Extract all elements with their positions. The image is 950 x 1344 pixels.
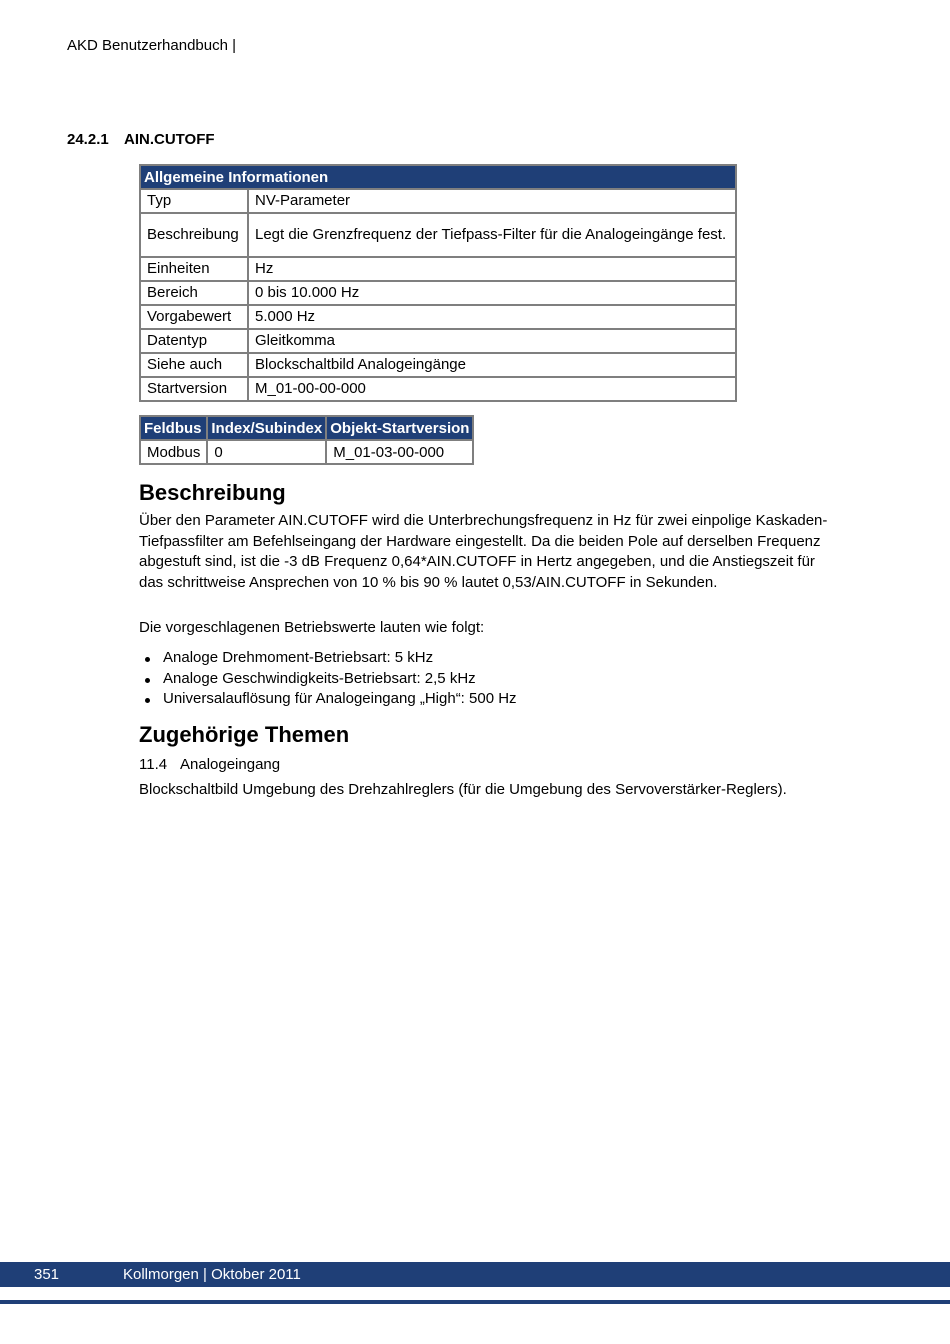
footer-company: Kollmorgen | Oktober 2011 (123, 1266, 301, 1283)
row-key: Datentyp (141, 330, 249, 354)
section-heading (67, 131, 215, 148)
general-info-table (139, 164, 737, 402)
table-row (141, 282, 735, 306)
table-row (141, 306, 735, 330)
general-info-header: Allgemeine Informationen (141, 166, 735, 190)
row-value: 5.000 Hz (249, 306, 735, 330)
table-row (141, 258, 735, 282)
related-topic-link[interactable] (139, 756, 280, 773)
row-value: Legt die Grenzfrequenz der Tiefpass-Filter für die Analogeingänge fest. (249, 214, 735, 258)
row-key: Siehe auch (141, 354, 249, 378)
table-row (141, 330, 735, 354)
document-header: AKD Benutzerhandbuch | (67, 37, 237, 54)
list-item: Universalauflösung für Analogeingang „High“: 500 Hz (139, 689, 517, 710)
fieldbus-header: Feldbus (141, 417, 208, 441)
description-heading: Beschreibung (139, 480, 286, 505)
footer-bar (0, 1262, 950, 1287)
row-key: Bereich (141, 282, 249, 306)
description-intro-text: Die vorgeschlagenen Betriebswerte lauten wie folgt: (139, 619, 485, 636)
row-value: NV-Parameter (249, 190, 735, 214)
row-value: M_01-00-00-000 (255, 380, 366, 397)
row-key: Vorgabewert (141, 306, 249, 330)
related-topic-text: Blockschaltbild Umgebung des Drehzahlreglers (für die Umgebung des Servoverstärker-Reglers). (139, 781, 787, 798)
row-value: Blockschaltbild Analogeingänge (249, 354, 735, 378)
row-key: Startversion (141, 378, 249, 400)
fieldbus-table (139, 415, 474, 465)
related-topic-number: 11.4 (139, 756, 168, 773)
row-value: Hz (249, 258, 735, 282)
operating-values-list (139, 648, 517, 710)
section-number: 24.2.1 (67, 131, 109, 148)
page-number: 351 (34, 1266, 60, 1283)
startversion-cell: M_01-03-00-000 (333, 443, 445, 461)
table-row (141, 378, 735, 400)
row-value: Gleitkomma (249, 330, 735, 354)
table-row (141, 190, 735, 214)
object-startversion-header: Objekt-Startversion (327, 417, 472, 441)
row-key: Typ (141, 190, 249, 214)
related-topics-heading: Zugehörige Themen (139, 722, 350, 747)
row-key: Einheiten (141, 258, 249, 282)
description-paragraph: Über den Parameter AIN.CUTOFF wird die Unterbrechungsfrequenz in Hz für zwei einpolige Kaskaden-Tiefpassfilter am Befehlseingang der Hardware eingestellt. Da die beiden Pole auf derselben Frequenz abgestuft sind, ist die -3 dB Frequenz 0,64*AIN.CUTOFF in Hertz angegeben, und die Anstiegszeit für das schrittweise Ansprechen von 10 % bis 90 % lautet 0,53/AIN.CUTOFF in Sekunden. (139, 512, 828, 591)
index-subindex-header: Index/Subindex (208, 417, 327, 441)
table-row (141, 214, 735, 258)
table-row (141, 354, 735, 378)
related-topic-title: Analogeingang (180, 756, 281, 773)
footer-divider (0, 1300, 950, 1304)
section-title: AIN.CUTOFF (124, 131, 215, 148)
index-cell: 0 (208, 441, 327, 463)
list-item: Analoge Geschwindigkeits-Betriebsart: 2,5 kHz (139, 669, 517, 690)
row-key: Beschreibung (141, 214, 249, 258)
row-value: 0 bis 10.000 Hz (249, 282, 735, 306)
list-item: Analoge Drehmoment-Betriebsart: 5 kHz (139, 648, 517, 669)
table-row (141, 441, 472, 463)
fieldbus-cell: Modbus (141, 441, 208, 463)
